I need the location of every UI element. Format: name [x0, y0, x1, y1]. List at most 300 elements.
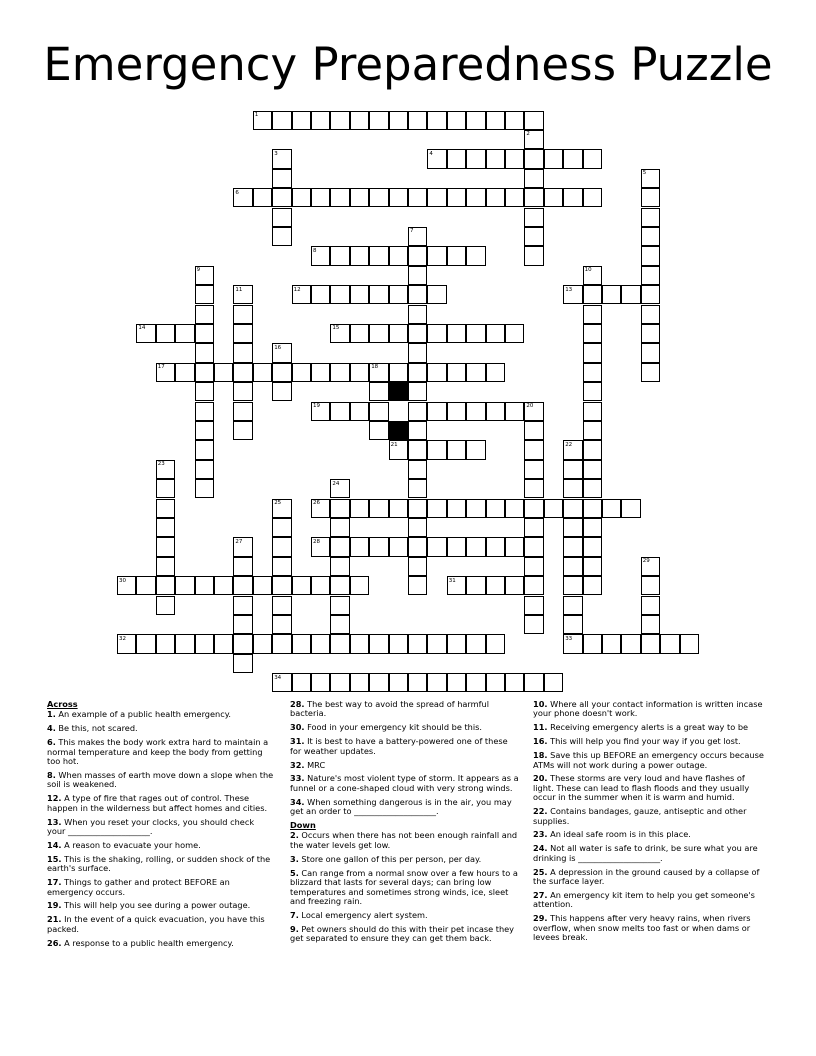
- grid-cell[interactable]: [272, 673, 291, 692]
- grid-cell[interactable]: [311, 673, 330, 692]
- grid-cell[interactable]: [233, 557, 252, 576]
- grid-cell[interactable]: [408, 440, 427, 459]
- grid-cell[interactable]: [195, 343, 214, 362]
- grid-cell[interactable]: [524, 499, 543, 518]
- grid-cell[interactable]: [292, 285, 311, 304]
- grid-cell[interactable]: [292, 188, 311, 207]
- grid-cell[interactable]: [156, 596, 175, 615]
- grid-cell[interactable]: [563, 596, 582, 615]
- grid-cell[interactable]: [136, 576, 155, 595]
- grid-cell[interactable]: [427, 363, 446, 382]
- grid-cell[interactable]: [292, 673, 311, 692]
- grid-cell[interactable]: [272, 169, 291, 188]
- grid-cell[interactable]: [369, 673, 388, 692]
- grid-cell[interactable]: [156, 460, 175, 479]
- grid-cell[interactable]: [330, 285, 349, 304]
- grid-cell[interactable]: [330, 596, 349, 615]
- grid-cell[interactable]: [408, 479, 427, 498]
- grid-cell[interactable]: [272, 382, 291, 401]
- grid-cell[interactable]: [621, 499, 640, 518]
- grid-cell[interactable]: [621, 285, 640, 304]
- grid-cell[interactable]: [466, 576, 485, 595]
- grid-cell[interactable]: [563, 576, 582, 595]
- grid-cell[interactable]: [641, 188, 660, 207]
- grid-cell[interactable]: [641, 208, 660, 227]
- grid-cell[interactable]: [214, 634, 233, 653]
- grid-cell[interactable]: [369, 634, 388, 653]
- grid-cell[interactable]: [505, 111, 524, 130]
- grid-cell[interactable]: [408, 402, 427, 421]
- grid-cell[interactable]: [447, 576, 466, 595]
- grid-cell[interactable]: [292, 576, 311, 595]
- grid-cell[interactable]: [369, 537, 388, 556]
- grid-cell[interactable]: [311, 285, 330, 304]
- grid-cell[interactable]: [311, 402, 330, 421]
- grid-cell[interactable]: [466, 499, 485, 518]
- grid-cell[interactable]: [350, 537, 369, 556]
- grid-cell[interactable]: [447, 324, 466, 343]
- grid-cell[interactable]: [369, 111, 388, 130]
- grid-cell[interactable]: [660, 634, 679, 653]
- grid-cell[interactable]: [486, 149, 505, 168]
- grid-cell[interactable]: [330, 537, 349, 556]
- grid-cell[interactable]: [466, 363, 485, 382]
- grid-cell[interactable]: [447, 149, 466, 168]
- grid-cell[interactable]: [272, 576, 291, 595]
- grid-cell[interactable]: [330, 111, 349, 130]
- grid-cell[interactable]: [195, 634, 214, 653]
- grid-cell[interactable]: [641, 266, 660, 285]
- grid-cell[interactable]: [486, 537, 505, 556]
- grid-cell[interactable]: [253, 188, 272, 207]
- grid-cell[interactable]: [330, 557, 349, 576]
- grid-cell[interactable]: [330, 634, 349, 653]
- grid-cell[interactable]: [602, 634, 621, 653]
- grid-cell[interactable]: [350, 324, 369, 343]
- grid-cell[interactable]: [408, 673, 427, 692]
- grid-cell[interactable]: [583, 634, 602, 653]
- grid-cell[interactable]: [311, 576, 330, 595]
- grid-cell[interactable]: [641, 169, 660, 188]
- grid-cell[interactable]: [583, 537, 602, 556]
- grid-cell[interactable]: [156, 518, 175, 537]
- grid-cell[interactable]: [233, 596, 252, 615]
- grid-cell[interactable]: [311, 363, 330, 382]
- grid-cell[interactable]: [524, 615, 543, 634]
- grid-cell[interactable]: [427, 537, 446, 556]
- grid-cell[interactable]: [583, 188, 602, 207]
- grid-cell[interactable]: [583, 576, 602, 595]
- grid-cell[interactable]: [175, 634, 194, 653]
- grid-cell[interactable]: [389, 537, 408, 556]
- grid-cell[interactable]: [524, 421, 543, 440]
- grid-cell[interactable]: [195, 479, 214, 498]
- grid-cell[interactable]: [563, 557, 582, 576]
- grid-cell[interactable]: [524, 537, 543, 556]
- grid-cell[interactable]: [524, 169, 543, 188]
- grid-cell[interactable]: [408, 499, 427, 518]
- grid-cell[interactable]: [311, 634, 330, 653]
- grid-cell[interactable]: [641, 596, 660, 615]
- grid-cell[interactable]: [524, 111, 543, 130]
- grid-cell[interactable]: [369, 421, 388, 440]
- grid-cell[interactable]: [350, 285, 369, 304]
- grid-cell[interactable]: [602, 499, 621, 518]
- grid-cell[interactable]: [563, 188, 582, 207]
- grid-cell[interactable]: [389, 188, 408, 207]
- grid-cell[interactable]: [524, 246, 543, 265]
- grid-cell[interactable]: [447, 363, 466, 382]
- grid-cell[interactable]: [486, 188, 505, 207]
- grid-cell[interactable]: [466, 634, 485, 653]
- grid-cell[interactable]: [466, 246, 485, 265]
- grid-cell[interactable]: [466, 188, 485, 207]
- grid-cell[interactable]: [253, 576, 272, 595]
- grid-cell[interactable]: [156, 499, 175, 518]
- grid-cell[interactable]: [233, 634, 252, 653]
- grid-cell[interactable]: [680, 634, 699, 653]
- grid-cell[interactable]: [505, 537, 524, 556]
- grid-cell[interactable]: [195, 285, 214, 304]
- grid-cell[interactable]: [369, 499, 388, 518]
- grid-cell[interactable]: [389, 440, 408, 459]
- grid-cell[interactable]: [486, 402, 505, 421]
- grid-cell[interactable]: [408, 382, 427, 401]
- grid-cell[interactable]: [583, 363, 602, 382]
- grid-cell[interactable]: [350, 111, 369, 130]
- grid-cell[interactable]: [369, 363, 388, 382]
- grid-cell[interactable]: [233, 343, 252, 362]
- grid-cell[interactable]: [563, 518, 582, 537]
- grid-cell[interactable]: [214, 576, 233, 595]
- grid-cell[interactable]: [524, 518, 543, 537]
- grid-cell[interactable]: [408, 111, 427, 130]
- grid-cell[interactable]: [272, 557, 291, 576]
- grid-cell[interactable]: [524, 440, 543, 459]
- grid-cell[interactable]: [466, 537, 485, 556]
- grid-cell[interactable]: [524, 576, 543, 595]
- grid-cell[interactable]: [330, 402, 349, 421]
- grid-cell[interactable]: [350, 499, 369, 518]
- grid-cell[interactable]: [195, 460, 214, 479]
- grid-cell[interactable]: [583, 324, 602, 343]
- grid-cell[interactable]: [330, 188, 349, 207]
- grid-cell[interactable]: [233, 188, 252, 207]
- grid-cell[interactable]: [486, 673, 505, 692]
- grid-cell[interactable]: [156, 634, 175, 653]
- grid-cell[interactable]: [583, 149, 602, 168]
- grid-cell[interactable]: [408, 576, 427, 595]
- grid-cell[interactable]: [156, 479, 175, 498]
- grid-cell[interactable]: [330, 518, 349, 537]
- grid-cell[interactable]: [427, 324, 446, 343]
- grid-cell[interactable]: [641, 615, 660, 634]
- grid-cell[interactable]: [524, 208, 543, 227]
- grid-cell[interactable]: [563, 149, 582, 168]
- grid-cell[interactable]: [427, 634, 446, 653]
- grid-cell[interactable]: [408, 537, 427, 556]
- grid-cell[interactable]: [524, 227, 543, 246]
- grid-cell[interactable]: [292, 111, 311, 130]
- grid-cell[interactable]: [156, 363, 175, 382]
- grid-cell[interactable]: [583, 266, 602, 285]
- grid-cell[interactable]: [272, 518, 291, 537]
- grid-cell[interactable]: [311, 537, 330, 556]
- grid-cell[interactable]: [408, 246, 427, 265]
- grid-cell[interactable]: [641, 634, 660, 653]
- grid-cell[interactable]: [214, 363, 233, 382]
- grid-cell[interactable]: [563, 460, 582, 479]
- grid-cell[interactable]: [505, 576, 524, 595]
- grid-cell[interactable]: [486, 324, 505, 343]
- grid-cell[interactable]: [408, 518, 427, 537]
- grid-cell[interactable]: [330, 246, 349, 265]
- grid-cell[interactable]: [447, 440, 466, 459]
- grid-cell[interactable]: [408, 227, 427, 246]
- grid-cell[interactable]: [563, 634, 582, 653]
- grid-cell[interactable]: [292, 363, 311, 382]
- grid-cell[interactable]: [524, 188, 543, 207]
- grid-cell[interactable]: [369, 246, 388, 265]
- grid-cell[interactable]: [350, 363, 369, 382]
- grid-cell[interactable]: [233, 576, 252, 595]
- grid-cell[interactable]: [583, 382, 602, 401]
- grid-cell[interactable]: [195, 402, 214, 421]
- grid-cell[interactable]: [466, 440, 485, 459]
- grid-cell[interactable]: [466, 111, 485, 130]
- grid-cell[interactable]: [369, 382, 388, 401]
- grid-cell[interactable]: [389, 634, 408, 653]
- grid-cell[interactable]: [524, 479, 543, 498]
- grid-cell[interactable]: [408, 305, 427, 324]
- grid-cell[interactable]: [427, 188, 446, 207]
- grid-cell[interactable]: [195, 421, 214, 440]
- grid-cell[interactable]: [292, 634, 311, 653]
- grid-cell[interactable]: [408, 363, 427, 382]
- grid-cell[interactable]: [272, 363, 291, 382]
- grid-cell[interactable]: [427, 440, 446, 459]
- grid-cell[interactable]: [233, 382, 252, 401]
- grid-cell[interactable]: [583, 479, 602, 498]
- grid-cell[interactable]: [253, 634, 272, 653]
- grid-cell[interactable]: [233, 324, 252, 343]
- grid-cell[interactable]: [621, 634, 640, 653]
- grid-cell[interactable]: [389, 363, 408, 382]
- grid-cell[interactable]: [330, 363, 349, 382]
- grid-cell[interactable]: [195, 576, 214, 595]
- grid-cell[interactable]: [427, 402, 446, 421]
- grid-cell[interactable]: [311, 499, 330, 518]
- grid-cell[interactable]: [233, 654, 252, 673]
- grid-cell[interactable]: [602, 285, 621, 304]
- grid-cell[interactable]: [505, 402, 524, 421]
- grid-cell[interactable]: [641, 227, 660, 246]
- grid-cell[interactable]: [330, 673, 349, 692]
- grid-cell[interactable]: [524, 149, 543, 168]
- grid-cell[interactable]: [408, 343, 427, 362]
- grid-cell[interactable]: [175, 363, 194, 382]
- grid-cell[interactable]: [389, 673, 408, 692]
- grid-cell[interactable]: [408, 188, 427, 207]
- grid-cell[interactable]: [563, 285, 582, 304]
- grid-cell[interactable]: [117, 634, 136, 653]
- grid-cell[interactable]: [330, 324, 349, 343]
- grid-cell[interactable]: [505, 499, 524, 518]
- grid-cell[interactable]: [427, 246, 446, 265]
- grid-cell[interactable]: [524, 130, 543, 149]
- grid-cell[interactable]: [195, 266, 214, 285]
- grid-cell[interactable]: [272, 615, 291, 634]
- grid-cell[interactable]: [524, 402, 543, 421]
- grid-cell[interactable]: [408, 285, 427, 304]
- grid-cell[interactable]: [486, 363, 505, 382]
- grid-cell[interactable]: [272, 208, 291, 227]
- grid-cell[interactable]: [447, 673, 466, 692]
- grid-cell[interactable]: [156, 576, 175, 595]
- grid-cell[interactable]: [544, 188, 563, 207]
- grid-cell[interactable]: [427, 673, 446, 692]
- grid-cell[interactable]: [233, 421, 252, 440]
- grid-cell[interactable]: [175, 576, 194, 595]
- grid-cell[interactable]: [253, 363, 272, 382]
- grid-cell[interactable]: [427, 285, 446, 304]
- grid-cell[interactable]: [524, 596, 543, 615]
- grid-cell[interactable]: [486, 634, 505, 653]
- grid-cell[interactable]: [641, 343, 660, 362]
- grid-cell[interactable]: [408, 460, 427, 479]
- grid-cell[interactable]: [311, 188, 330, 207]
- grid-cell[interactable]: [233, 363, 252, 382]
- grid-cell[interactable]: [466, 673, 485, 692]
- grid-cell[interactable]: [311, 111, 330, 130]
- grid-cell[interactable]: [350, 576, 369, 595]
- grid-cell[interactable]: [408, 324, 427, 343]
- grid-cell[interactable]: [389, 246, 408, 265]
- grid-cell[interactable]: [408, 557, 427, 576]
- grid-cell[interactable]: [524, 460, 543, 479]
- grid-cell[interactable]: [233, 537, 252, 556]
- grid-cell[interactable]: [272, 149, 291, 168]
- grid-cell[interactable]: [641, 557, 660, 576]
- grid-cell[interactable]: [447, 246, 466, 265]
- grid-cell[interactable]: [583, 343, 602, 362]
- grid-cell[interactable]: [563, 440, 582, 459]
- grid-cell[interactable]: [330, 479, 349, 498]
- grid-cell[interactable]: [505, 149, 524, 168]
- grid-cell[interactable]: [233, 305, 252, 324]
- grid-cell[interactable]: [641, 324, 660, 343]
- grid-cell[interactable]: [408, 634, 427, 653]
- grid-cell[interactable]: [583, 499, 602, 518]
- grid-cell[interactable]: [389, 285, 408, 304]
- grid-cell[interactable]: [389, 499, 408, 518]
- grid-cell[interactable]: [369, 324, 388, 343]
- grid-cell[interactable]: [272, 537, 291, 556]
- grid-cell[interactable]: [544, 673, 563, 692]
- grid-cell[interactable]: [330, 576, 349, 595]
- grid-cell[interactable]: [563, 499, 582, 518]
- grid-cell[interactable]: [427, 149, 446, 168]
- grid-cell[interactable]: [466, 402, 485, 421]
- grid-cell[interactable]: [311, 246, 330, 265]
- grid-cell[interactable]: [505, 188, 524, 207]
- grid-cell[interactable]: [272, 343, 291, 362]
- grid-cell[interactable]: [408, 266, 427, 285]
- grid-cell[interactable]: [641, 363, 660, 382]
- grid-cell[interactable]: [466, 149, 485, 168]
- grid-cell[interactable]: [195, 324, 214, 343]
- grid-cell[interactable]: [641, 246, 660, 265]
- grid-cell[interactable]: [136, 634, 155, 653]
- grid-cell[interactable]: [233, 615, 252, 634]
- grid-cell[interactable]: [350, 188, 369, 207]
- grid-cell[interactable]: [466, 324, 485, 343]
- grid-cell[interactable]: [447, 111, 466, 130]
- grid-cell[interactable]: [195, 440, 214, 459]
- grid-cell[interactable]: [583, 440, 602, 459]
- grid-cell[interactable]: [389, 111, 408, 130]
- grid-cell[interactable]: [156, 324, 175, 343]
- grid-cell[interactable]: [544, 149, 563, 168]
- grid-cell[interactable]: [583, 402, 602, 421]
- grid-cell[interactable]: [272, 227, 291, 246]
- grid-cell[interactable]: [272, 188, 291, 207]
- grid-cell[interactable]: [505, 324, 524, 343]
- grid-cell[interactable]: [272, 111, 291, 130]
- grid-cell[interactable]: [641, 285, 660, 304]
- grid-cell[interactable]: [641, 305, 660, 324]
- grid-cell[interactable]: [583, 421, 602, 440]
- grid-cell[interactable]: [486, 499, 505, 518]
- grid-cell[interactable]: [195, 363, 214, 382]
- grid-cell[interactable]: [447, 634, 466, 653]
- grid-cell[interactable]: [583, 518, 602, 537]
- grid-cell[interactable]: [447, 402, 466, 421]
- grid-cell[interactable]: [350, 246, 369, 265]
- grid-cell[interactable]: [369, 402, 388, 421]
- grid-cell[interactable]: [563, 479, 582, 498]
- grid-cell[interactable]: [272, 634, 291, 653]
- grid-cell[interactable]: [195, 382, 214, 401]
- grid-cell[interactable]: [427, 111, 446, 130]
- grid-cell[interactable]: [233, 402, 252, 421]
- grid-cell[interactable]: [563, 615, 582, 634]
- grid-cell[interactable]: [330, 499, 349, 518]
- grid-cell[interactable]: [583, 557, 602, 576]
- grid-cell[interactable]: [330, 615, 349, 634]
- grid-cell[interactable]: [350, 634, 369, 653]
- grid-cell[interactable]: [156, 557, 175, 576]
- grid-cell[interactable]: [389, 324, 408, 343]
- grid-cell[interactable]: [544, 499, 563, 518]
- grid-cell[interactable]: [505, 673, 524, 692]
- grid-cell[interactable]: [447, 499, 466, 518]
- grid-cell[interactable]: [563, 537, 582, 556]
- grid-cell[interactable]: [524, 557, 543, 576]
- grid-cell[interactable]: [524, 673, 543, 692]
- grid-cell[interactable]: [583, 305, 602, 324]
- grid-cell[interactable]: [272, 499, 291, 518]
- grid-cell[interactable]: [350, 402, 369, 421]
- grid-cell[interactable]: [272, 596, 291, 615]
- grid-cell[interactable]: [233, 285, 252, 304]
- grid-cell[interactable]: [408, 421, 427, 440]
- grid-cell[interactable]: [156, 537, 175, 556]
- grid-cell[interactable]: [253, 111, 272, 130]
- grid-cell[interactable]: [369, 188, 388, 207]
- grid-cell[interactable]: [427, 499, 446, 518]
- grid-cell[interactable]: [641, 576, 660, 595]
